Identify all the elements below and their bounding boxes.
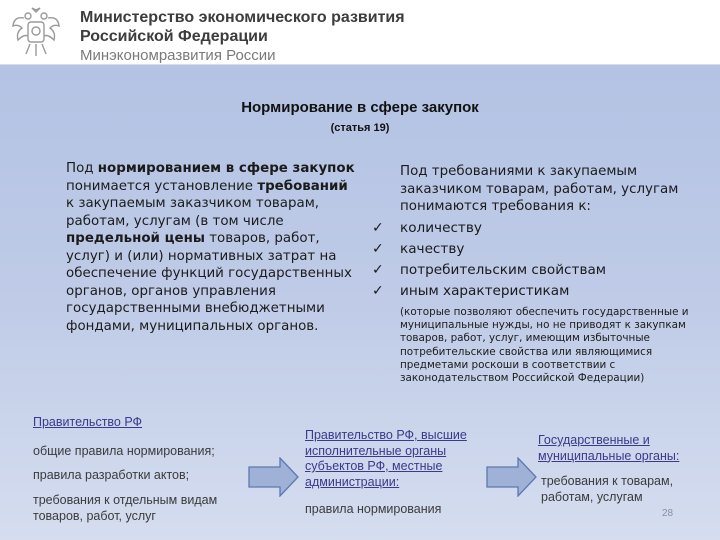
page-number: 28: [662, 508, 674, 519]
header-bar: [0, 0, 720, 65]
flow-item: правила нормирования: [305, 502, 442, 516]
flow-group-heading: Государственные и муниципальные органы:: [538, 433, 680, 463]
check-icon: ✓: [372, 283, 384, 299]
flow-arrow-icon: [486, 457, 538, 497]
flow-item: товаров, работ, услуг: [33, 509, 156, 523]
ministry-name-line2: Российской Федерации: [80, 28, 268, 45]
flow-item: требования к товарам, работам, услугам: [541, 474, 674, 504]
list-item-label: потребительским свойствам: [400, 262, 607, 278]
coat-of-arms-icon: [8, 4, 64, 60]
list-item: [372, 239, 606, 260]
flow-item: общие правила нормирования;: [33, 444, 215, 458]
check-icon: ✓: [372, 241, 384, 257]
flow-group-agencies: [538, 433, 718, 505]
definition-bold-term: предельной цены: [66, 231, 205, 246]
list-item: [372, 281, 606, 302]
list-item-label: иным характеристикам: [400, 283, 570, 299]
definition-text: понимается установление: [66, 178, 258, 194]
flow-item: правила разработки актов;: [33, 468, 190, 482]
check-icon: ✓: [372, 220, 384, 236]
requirements-note: (которые позволяют обеспечить государственные и муниципальные нужды, но не приводят к закупкам товаров, работ, услуг, имеющим избыточные потребительские свойства или являющимися предметами роскоши в соответствии с законодательством Российской Федерации): [400, 306, 689, 385]
ministry-short-name: Минэкономразвития России: [80, 47, 276, 64]
definition-bold-term: нормированием в сфере закупок: [97, 161, 355, 176]
slide-subtitle: (статья 19): [330, 122, 390, 134]
ministry-name: [80, 8, 405, 65]
flow-group-heading: Правительство РФ, высшие исполнительные органы субъектов РФ, местные администрации:: [305, 428, 467, 489]
slide-title: Нормирование в сфере закупок: [241, 99, 479, 116]
definition-bold-term: требований: [257, 178, 348, 194]
flow-arrow-icon: [248, 457, 300, 497]
flow-group-heading: Правительство РФ: [33, 415, 143, 429]
definition-text: к закупаемым заказчиком товарам, работам, услугам (в том числе: [66, 196, 320, 229]
list-item: [372, 260, 606, 281]
flow-group-executive: [305, 428, 505, 516]
definition-paragraph: [66, 160, 358, 335]
check-icon: ✓: [372, 262, 384, 278]
definition-text: товаров, работ, услуг) и (или) нормативных затрат на обеспечение функций государственных органов, органов управления государственными внебюджетными фондами, муниципальных органов.: [66, 231, 352, 334]
definition-text: Под: [66, 161, 98, 176]
list-item-label: количеству: [400, 220, 482, 236]
list-item: [372, 218, 606, 239]
requirements-checklist: [372, 218, 606, 302]
flow-item: требования к отдельным видам: [33, 493, 218, 507]
list-item-label: качеству: [400, 241, 465, 257]
ministry-name-line1: Министерство экономического развития: [80, 9, 405, 26]
requirements-intro: Под требованиями к закупаемым заказчиком товарам, работам, услугам понимаются требования к:: [400, 164, 679, 214]
